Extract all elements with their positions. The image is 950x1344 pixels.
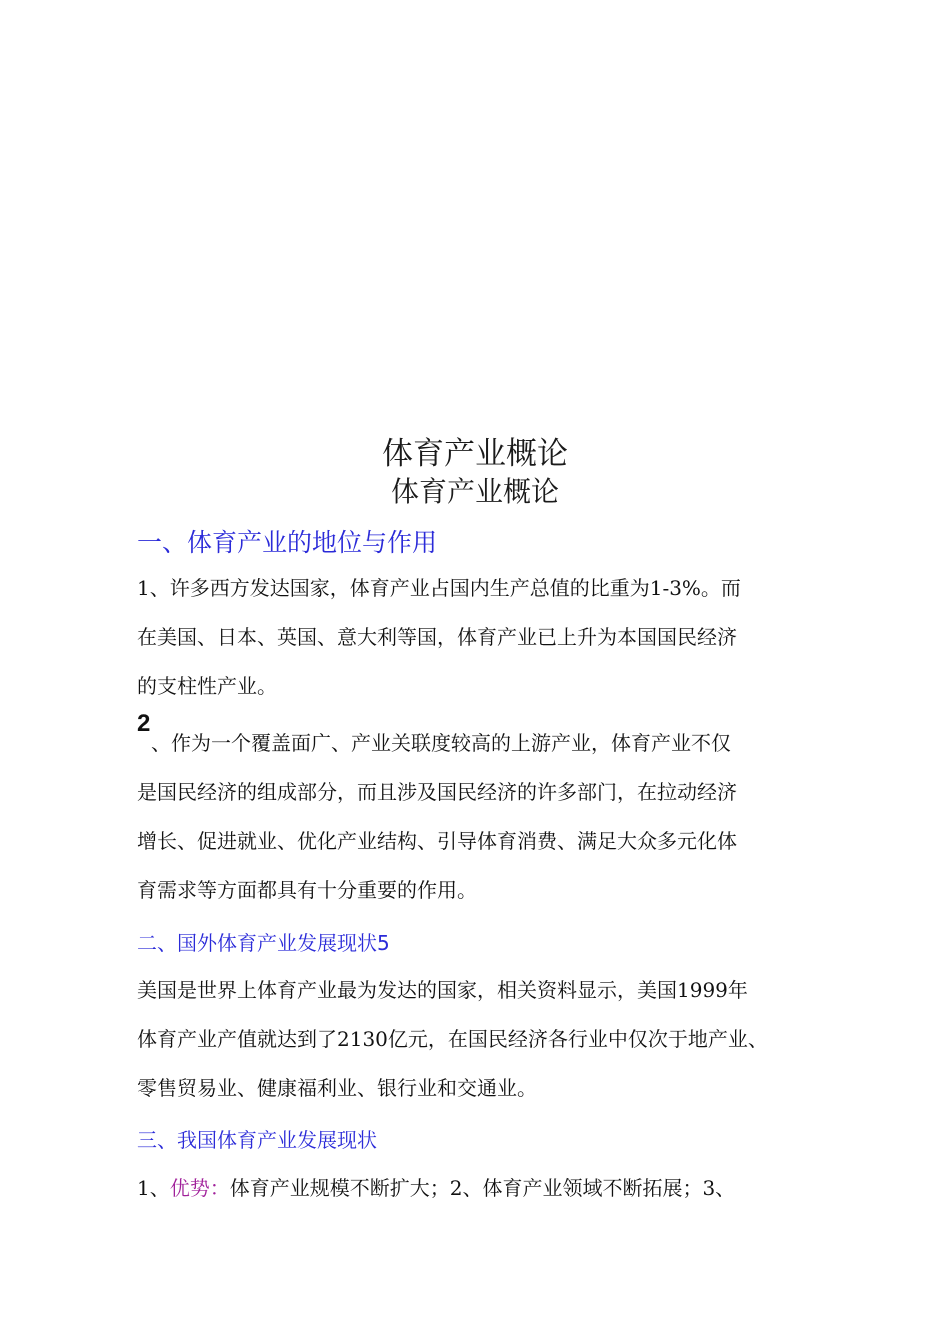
section-1-item-2 [137,719,827,915]
paragraph-line: 零售贸易业、健康福利业、银行业和交通业。 [137,1076,537,1100]
paragraph-line: 的支柱性产业。 [137,674,277,698]
advantage-label: 优势： [169,1176,230,1200]
document-title: 体育产业概论 [382,436,568,472]
paragraph-line: 是国民经济的组成部分，而且涉及国民经济的许多部门，在拉动经济 [137,780,737,804]
paragraph-line: 、作为一个覆盖面广、产业关联度较高的上游产业，体育产业不仅 [151,731,731,755]
document-subtitle: 体育产业概论 [390,475,559,508]
section-3-heading: 三、我国体育产业发展现状 [137,1128,377,1152]
advantage-text: 体育产业规模不断扩大；2、体育产业领域不断拓展；3、 [229,1176,736,1200]
section-1-heading: 一、体育产业的地位与作用 [137,528,438,557]
paragraph-line: 美国是世界上体育产业最为发达的国家，相关资料显示，美国1999年 [137,978,748,1002]
paragraph-line: 增长、促进就业、优化产业结构、引导体育消费、满足大众多元化体 [137,829,737,853]
item-prefix: 1、 [137,1176,170,1200]
paragraph-line [137,1164,827,1213]
paragraph-line: 1、许多西方发达国家，体育产业占国内生产总值的比重为1-3%。而 [137,576,741,600]
paragraph-line: 育需求等方面都具有十分重要的作用。 [137,878,477,902]
paragraph-line: 体育产业产值就达到了2130亿元，在国民经济各行业中仅次于地产业、 [137,1027,768,1051]
item-2-number: 2 [137,710,151,737]
section-3-paragraph [137,1164,827,1213]
section-2-heading: 二、国外体育产业发展现状5 [137,931,390,955]
section-2-paragraph [137,966,827,1113]
paragraph-line: 在美国、日本、英国、意大利等国，体育产业已上升为本国国民经济 [137,625,737,649]
section-1-item-1 [137,564,827,711]
